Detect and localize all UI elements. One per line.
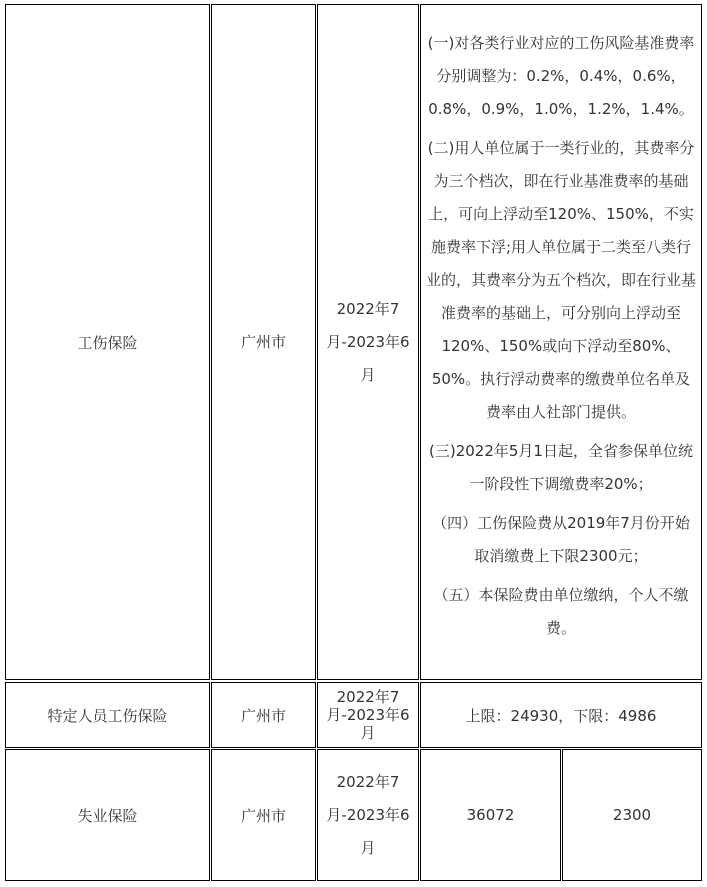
note-item-5: （五）本保险费由单位缴纳，个人不缴费。 <box>433 586 689 637</box>
period: 2022年7月-2023年6月 <box>326 772 410 857</box>
row1-notes-cell <box>420 4 702 680</box>
note-item-4: （四）工伤保险费从2019年7月份开始取消缴费上下限2300元； <box>432 514 690 565</box>
row2-limits-cell <box>420 682 702 748</box>
insurance-type: 特定人员工伤保险 <box>47 706 168 725</box>
contribution-limits: 上限：24930，下限：4986 <box>465 706 657 725</box>
insurance-type: 工伤保险 <box>77 333 138 352</box>
row3-region-cell <box>211 749 316 881</box>
row1-region-cell <box>211 4 316 680</box>
period: 2022年7月-2023年6月 <box>326 299 410 384</box>
row3-lower-limit-cell <box>562 749 702 881</box>
row1-insurance-type-cell <box>5 4 210 680</box>
row3-period-cell <box>317 749 419 881</box>
region: 广州市 <box>240 706 286 725</box>
upper-limit-value: 36072 <box>466 806 515 824</box>
row2-region-cell <box>211 682 316 748</box>
row2-period-cell <box>317 682 419 748</box>
row3-insurance-type-cell <box>5 749 210 881</box>
lower-limit-value: 2300 <box>612 806 652 824</box>
note-item-3: (三)2022年5月1日起，全省参保单位统一阶段性下调缴费率20%； <box>429 442 693 493</box>
insurance-type: 失业保险 <box>77 806 138 825</box>
note-item-2: (二)用人单位属于一类行业的，其费率分为三个档次，即在行业基准费率的基础上，可向上浮动至120%、150%，不实施费率下浮;用人单位属于二类至八类行业的，其费率分为五个档次，即在行业基准费率的基础上，可分别向上浮动至120%、150%或向下浮动至80%、50%。执行浮动费率的缴费单位名单及费率由人社部门提供。 <box>425 139 696 421</box>
period: 2022年7月-2023年6月 <box>326 688 410 742</box>
row1-period-cell <box>317 4 419 680</box>
row3-upper-limit-cell <box>420 749 561 881</box>
row2-insurance-type-cell <box>5 682 210 748</box>
region: 广州市 <box>240 806 286 825</box>
note-item-1: (一)对各类行业对应的工伤风险基准费率分别调整为：0.2%，0.4%，0.6%，0.8%，0.9%，1.0%，1.2%，1.4%。 <box>427 34 695 118</box>
region: 广州市 <box>240 332 286 351</box>
